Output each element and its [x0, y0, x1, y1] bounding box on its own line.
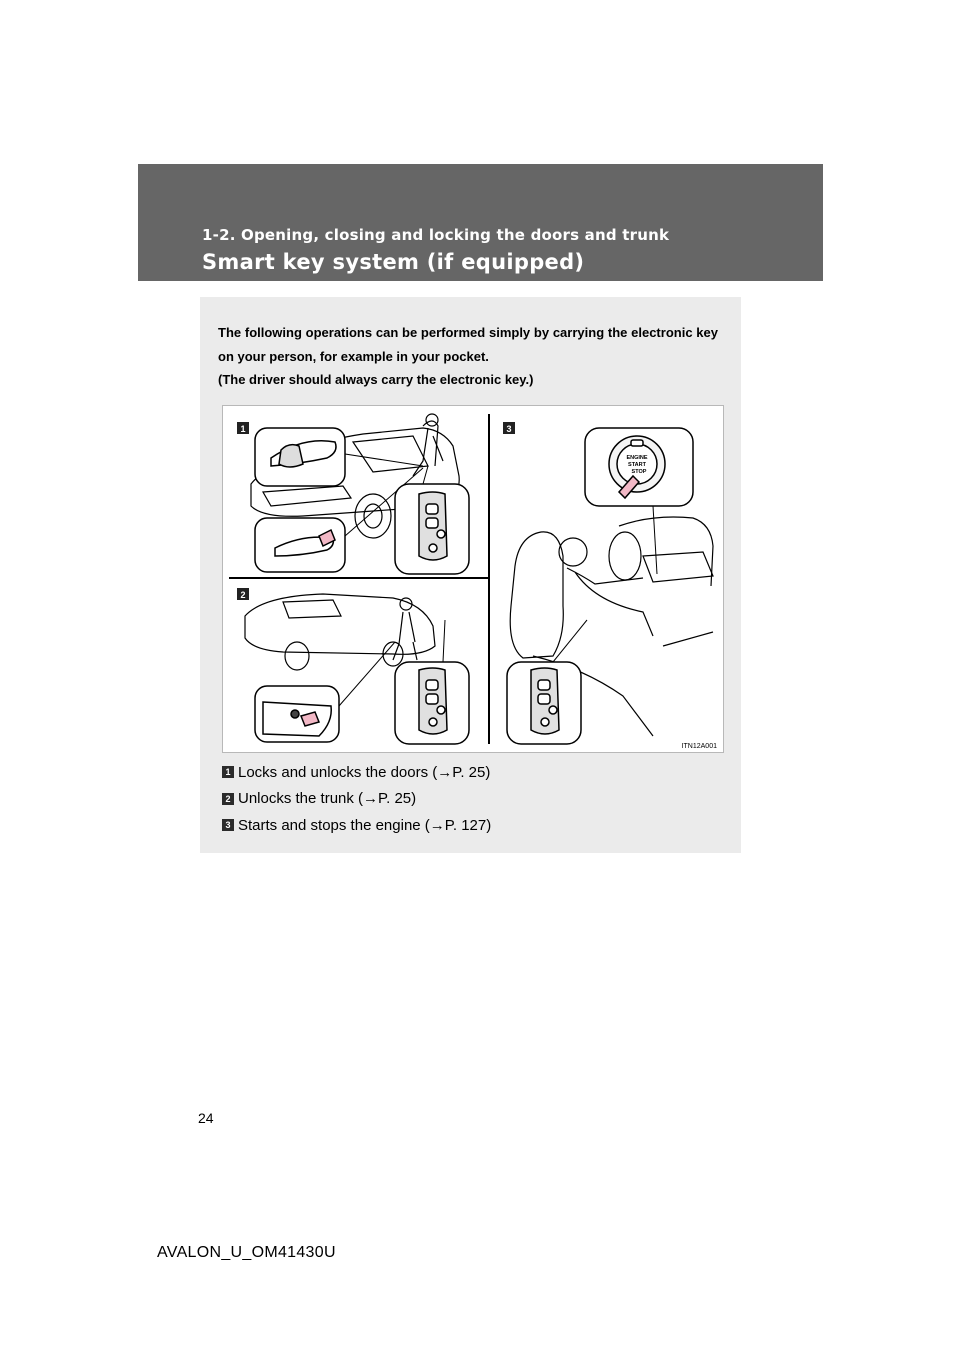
- caption-text: Locks and unlocks the doors (→P. 25): [238, 763, 491, 781]
- engine-label-text: ENGINE: [626, 455, 648, 461]
- stop-label-text: STOP: [631, 469, 647, 475]
- page-number: 24: [198, 1110, 214, 1126]
- caption-item: [222, 814, 722, 837]
- illustration-code: ITN12A001: [681, 743, 717, 750]
- intro-note: (The driver should always carry the electronic key.): [218, 372, 534, 387]
- smart-key-illustration: [222, 405, 724, 753]
- caption-text: Starts and stops the engine (→P. 127): [238, 816, 492, 834]
- caption-marker: 2: [222, 793, 234, 805]
- info-panel: [200, 297, 741, 853]
- key-fob-icon: [395, 620, 469, 744]
- trunk-button-callout: [255, 642, 395, 742]
- marker-1-text: 1: [240, 424, 246, 434]
- caption-list: [222, 761, 722, 841]
- marker-3-badge: [503, 422, 515, 434]
- caption-marker: 3: [222, 819, 234, 831]
- document-code: AVALON_U_OM41430U: [157, 1244, 336, 1261]
- page-header: [138, 164, 823, 281]
- section-label: 1-2. Opening, closing and locking the doors and trunk: [202, 226, 670, 244]
- engine-start-button-callout: [585, 428, 693, 574]
- page-title: Smart key system (if equipped): [202, 250, 585, 274]
- marker-3-text: 3: [506, 424, 512, 434]
- illustration-svg: [223, 406, 723, 752]
- door-handle-callout-top: [255, 428, 423, 486]
- caption-item: [222, 761, 722, 784]
- marker-2-text: 2: [240, 590, 246, 600]
- caption-text: Unlocks the trunk (→P. 25): [238, 790, 417, 808]
- marker-2-badge: [237, 588, 249, 600]
- key-fob-icon: [507, 620, 587, 744]
- start-label-text: START: [628, 462, 646, 468]
- marker-1-badge: [237, 422, 249, 434]
- intro-text: [218, 321, 718, 392]
- intro-paragraph: The following operations can be performed simply by carrying the electronic key on your person, for example in your pocket.: [218, 325, 718, 364]
- caption-item: [222, 788, 722, 811]
- caption-marker: 1: [222, 766, 234, 778]
- car-rear-drawing: [245, 594, 435, 670]
